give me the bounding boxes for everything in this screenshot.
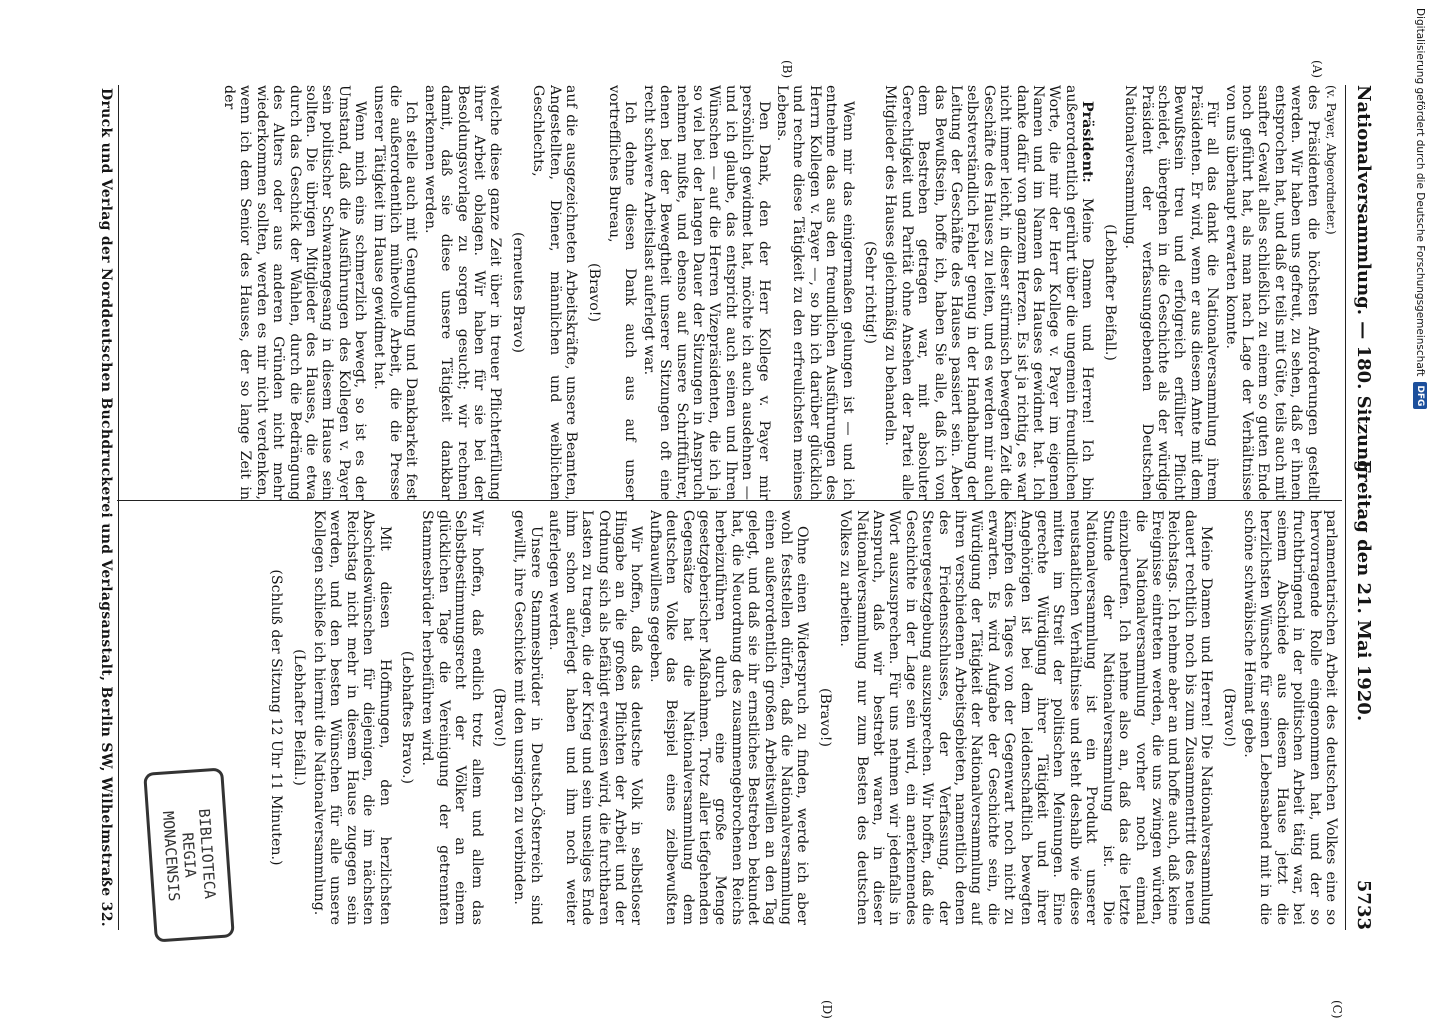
digitization-credit — [1408, 8, 1432, 993]
paragraph: parlamentarischen Arbeit des deutschen Volkes eine so hervorragende Rolle eingenommen hat, und der so fruchtbringend in der politischen Arbeit tätig war, bei seinem Abschiede aus diesem Hause jetzt die herzlichsten Wünsche für seinen Lebensabend mit in die schöne schwäbische Heimat gebe. — [1240, 510, 1339, 925]
printer-imprint: Druck und Verlag der Norddeutschen Buchdruckerei und Verlagsanstalt, Berlin SW, Wilhelmstraße 32. — [98, 88, 114, 927]
page-number: 5733 — [1353, 879, 1374, 930]
margin-mark-d: (D) — [820, 1000, 834, 1019]
reaction: (Lebhaftes Bravo.) — [399, 650, 416, 785]
speaker-name: Präsident: — [1079, 101, 1096, 183]
paragraph: Wenn mir das einigermaßen gelungen ist — und ich entnehme das aus den freundlichen Ausführungen des Herrn Kollegen v. Payer —, so bin ich darüber glücklich und rechne diese Tätigkeit zu den erfreulichsten meines Lebens. — [774, 85, 856, 500]
stamp-line: MONACENSIS — [158, 810, 184, 902]
paragraph: Ich dehne diesen Dank auch aus auf unser vortreffliches Bureau, — [605, 85, 639, 500]
stamp-line: BIBLIOTECA — [194, 808, 220, 900]
reaction: (Sehr richtig!) — [862, 240, 879, 345]
paragraph: des Präsidenten die höchsten Anforderungen gestellt werden. Wir haben uns gefreut, zu sehen, daß er ihnen entsprochen hat, und daß er teils mit Güte, teils auch mit sanfter Gewalt alles schließlich zu einem so guten Ende noch geführt hat, als man nach Lage der Verhältnisse von uns überhaupt erwarten konnte. — [1222, 85, 1321, 500]
paragraph: Mit diesen Hoffnungen, den herzlichsten Abschiedswünschen für diejenigen, die im nächsten Reichstag nicht mehr in diesem Hause zugegen sein werden, und den besten Wünschen für alle unsere Kollegen schließe ich hiermit die Nationalversammlung. — [311, 510, 393, 925]
paragraph — [882, 85, 1095, 500]
paragraph: Wir hoffen, daß das deutsche Volk in selbstloser Hingabe an die großen Pflichten der Arbeit und der Ordnung sich als befähigt erweisen wird, die furchtbaren Lasten zu tragen, die der Krieg und sein unseliges Ende ihm schon auferlegt haben und ihm noch weiter auferlegen werden. — [546, 510, 645, 925]
text-column-left — [129, 85, 1339, 500]
margin-mark-b: (B) — [780, 60, 794, 79]
paragraph: Den Dank, den der Herr Kollege v. Payer mir persönlich gewidmet hat, möchte ich auch ausdehnen — und ich glaube, das entspricht auch seinen und Ihren Wünschen — auf die Herren Vizepräsidenten, die ich ja so viel bei der langen Dauer der Sitzungen in Anspruch nehmen mußte, und ebenso auf unsere Schriftführer, denen bei der Bewegtheit unserer Sitzungen oft eine recht schwere Arbeitslast auferlegt war. — [640, 85, 772, 500]
header-rule — [1345, 85, 1346, 930]
reaction: (Bravo!) — [816, 688, 833, 747]
stamp-line: REGIA — [178, 831, 200, 879]
margin-mark-a: (A) — [1310, 60, 1324, 79]
paragraph: auf die ausgezeichneten Arbeitskräfte, unsere Beamten, Angestellten, Diener, männlichen und weiblichen Geschlechts, — [530, 85, 580, 500]
paragraph: Ohne einen Widerspruch zu finden, werde ich aber wohl feststellen dürfen, daß die Nationalversammlung einen außerordentlich großen Arbeitswillen an den Tag gelegt, und daß sie ihr ernstliches Bestreben bekundet hat, die Neuordnung des zusammengebrochenen Reichs herbeizuführen durch eine große Menge gesetzgeberischer Maßnahmen. Trotz aller tiefgehenden Gegensätze hat die Nationalversammlung dem deutschen Volke das Beispiel eines zielbewußten Aufbauwillens gegeben. — [646, 510, 811, 925]
running-header-date: Freitag den 21. Mai 1920. — [1353, 460, 1374, 722]
margin-mark-c: (C) — [1330, 1000, 1344, 1019]
session-close: (Schluß der Sitzung 12 Uhr 11 Minuten.) — [268, 569, 285, 866]
dfg-logo: DFG — [1413, 382, 1427, 409]
paragraph: Wenn mich eins schmerzlich bewegt, so ist es der Umstand, daß die Ausführungen des Kollegen v. Payer sein politischer Schwanengesang in diesem Hause sein sollten. Die übrigen Mitglieder des Hauses, die etwa durch das Geschick der Wahlen, durch die Bedrängung des Alters oder aus anderen Gründen nicht mehr wiederkommen sollten, werden es mir nicht verdenken, wenn ich dem Senior des Hauses, der so lange Zeit in der — [221, 85, 369, 500]
column-divider — [117, 500, 1342, 501]
paragraph: Unsere Stammesbrüder in Deutsch-Österreich sind gewillt, ihre Geschicke mit den unsrigen zu verbinden. — [511, 510, 544, 925]
paragraph: Ich stelle auch mit Genugtuung und Dankbarkeit fest die außerordentlich mühevolle Arbeit, die die Presse unserer Tätigkeit im Hause gewidmet hat. — [370, 85, 420, 500]
reaction: (Bravo!) — [585, 263, 602, 322]
reaction: (Lebhafter Beifall.) — [1101, 224, 1118, 361]
paragraph: Für all das dankt die Nationalversammlung ihrem Präsidenten. Er wird, wenn er aus diesem Amte mit dem Bewußtsein treu und erfolgreich erfüllter Pflicht scheidet, übergehen in die Geschichte als der würdige Präsident der verfassunggebenden Deutschen Nationalversammlung. — [1122, 85, 1221, 500]
paragraph: Wir hoffen, daß endlich trotz allem und allem das Selbstbestimmungsrecht der Völker an einem glücklichen Tage die Vereinigung der getrennten Stammesbrüder herbeiführen wird. — [419, 510, 485, 925]
paragraph: welche diese ganze Zeit über in treuer Pflichterfüllung ihrer Arbeit oblagen. Wir haben für sie bei der Besoldungsvorlage zu sorgen gesucht; wir rechnen damit, daß sie diese unsere Tätigkeit dankbar anerkennen werden. — [421, 85, 504, 500]
reaction: (Lebhafter Beifall.) — [290, 649, 307, 786]
reaction: (erneutes Bravo) — [509, 231, 526, 354]
text-column-right — [129, 510, 1339, 925]
credit-text: Digitalisierung gefördert durch die Deutsche Forschungsgemeinschaft — [1414, 8, 1426, 377]
footer-rule — [118, 85, 119, 930]
reaction: (Bravo!) — [491, 688, 508, 747]
library-stamp — [143, 767, 235, 942]
paragraph: Meine Damen und Herren! Die Nationalversammlung dauert rechtlich noch bis zum Zusammentritt des neuen Reichstags. Ich nehme aber an und hoffe auch, daß keine Ereignisse eintreten werden, die uns zwingen würden, die Nationalversammlung vorher noch einmal einzuberufen. Ich nehme also an, daß das die letzte Stunde der Nationalversammlung ist. Die Nationalversammlung ist ein Produkt unserer neustaatlichen Verhältnisse und steht deshalb wie diese mitten im Streit der politischen Meinungen. Eine gerechte Würdigung ihrer Tätigkeit und ihrer Angehörigen ist bei dem leidenschaftlich bewegten Kämpfen des Tages von der Gegenwart noch nicht zu erwarten. Es wird Aufgabe der Geschichte sein, die Würdigung der Tätigkeit der Nationalversammlung auf ihren verschiedenen Arbeitsgebieten, namentlich denen des Friedensschlusses, der Verfassung, der Steuergesetzgebung auszusprechen. Wir hoffen, daß die Geschichte in der Lage sein wird, ein anerkennendes Wort auszusprechen. Für uns nehmen wir jedenfalls in Anspruch, daß wir bestrebt waren, in dieser Nationalversammlung nur zum Besten des deutschen Volkes zu arbeiten. — [837, 510, 1215, 925]
speech-text: Meine Damen und Herren! Ich bin außerordentlich gerührt über die ungemein freundlichen Worte, die mir der Herr Kollege v. Payer im eigenen Namen und im Namen des Hauses gewidmet hat. Ich danke dafür von ganzem Herzen. Es ist ja richtig, es war nicht immer leicht, in dieser stürmisch bewegten Zeit die Geschäfte des Hauses zu leiten, und es werden mir auch selbstverständlich Fehler genug in der Handhabung der Leitung der Geschäfte des Hauses passiert sein. Aber das Bewußtsein, hoffe ich, haben Sie alle, daß ich von dem Bestreben getragen war, mit absoluter Gerechtigkeit und Parität ohne Ansehen der Partei alle Mitglieder des Hauses gleichmäßig zu behandeln. — [882, 85, 1096, 500]
reaction: (Bravo!) — [1220, 688, 1237, 747]
running-header-left: Nationalversammlung. — 180. Sitzung. — [1353, 85, 1374, 480]
speaker-runhead: (v. Payer, Abgeordneter.) — [1324, 85, 1338, 235]
